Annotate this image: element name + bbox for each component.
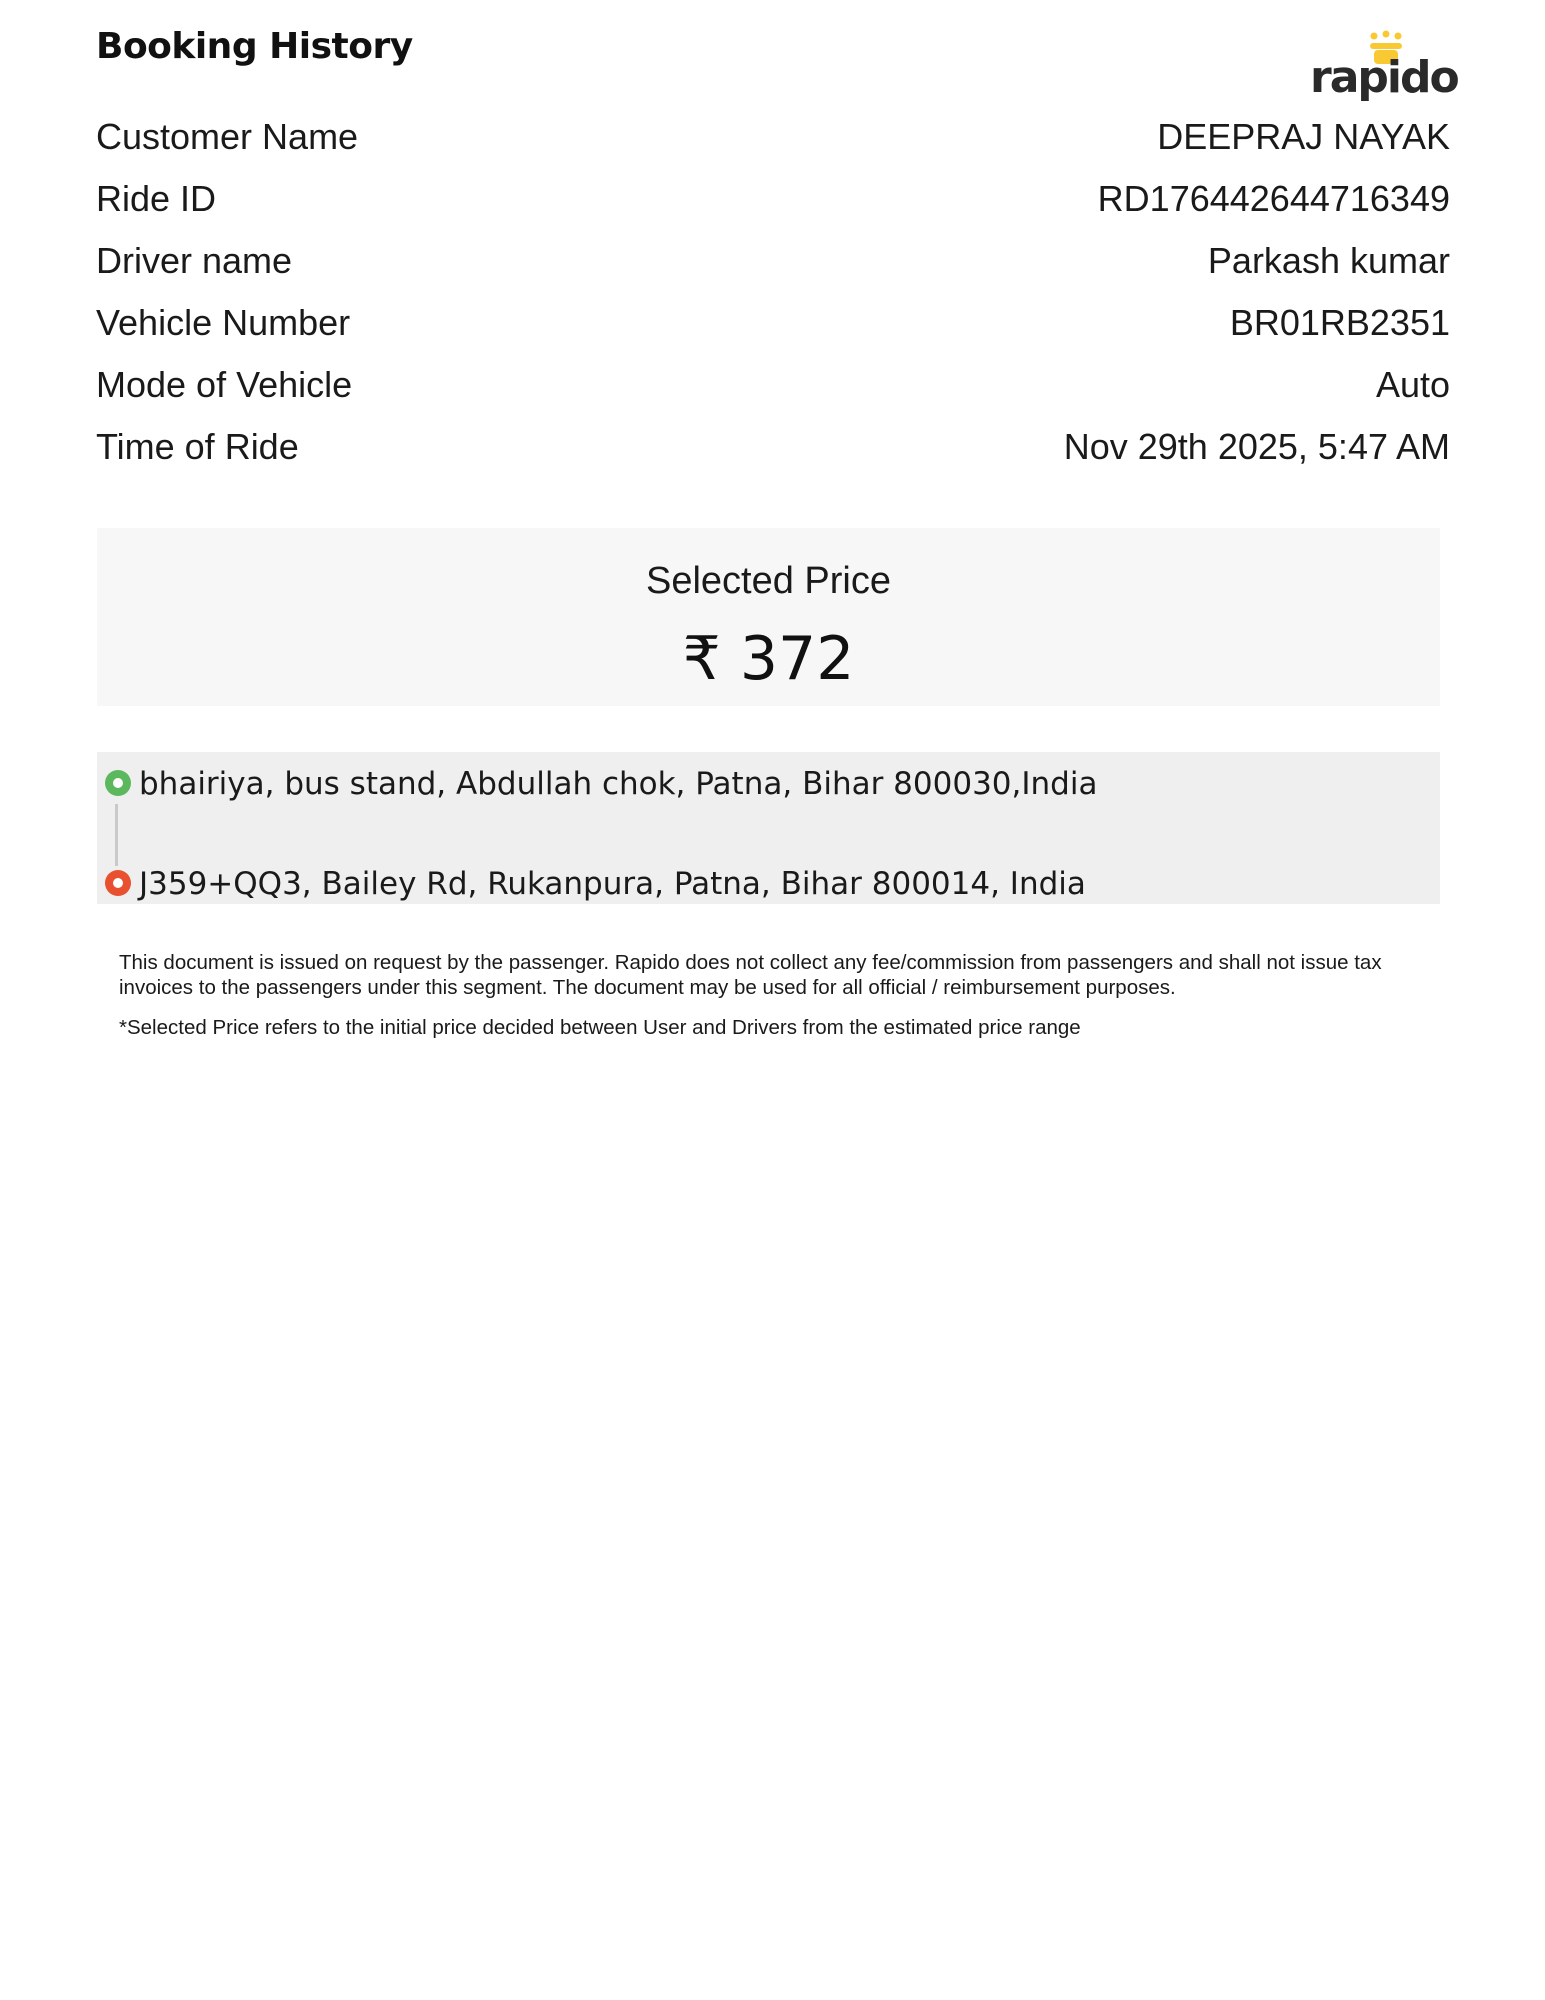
selected-price-note: *Selected Price refers to the initial price decided between User and Drivers from the estimated price range [119,1016,1081,1039]
detail-value: Auto [1375,364,1450,405]
drop-address: J359+QQ3, Bailey Rd, Rukanpura, Patna, Bihar 800014, India [139,866,1086,902]
detail-label: Vehicle Number [96,302,351,343]
disclaimer-text: This document is issued on request by the passenger. Rapido does not collect any fee/commission from passengers and shall not issue tax invoices to the passengers under this segment. The document may be used for all official / reimbursement purposes. [119,951,1382,999]
pickup-address: bhairiya, bus stand, Abdullah chok, Patna, Bihar 800030,India [139,766,1098,802]
detail-row-time-of-ride [96,426,1450,476]
selected-price-card [97,528,1440,706]
detail-label: Driver name [96,240,293,281]
detail-label: Ride ID [96,178,217,219]
pickup-location-icon [105,770,131,796]
detail-row-ride-id [96,178,1450,228]
drop-location-icon [105,870,131,896]
detail-value: BR01RB2351 [1229,302,1450,343]
rapido-logo [1310,30,1458,106]
detail-row-vehicle-number [96,302,1450,352]
drop-location [97,862,1440,902]
logo-wordmark: rapido [1310,52,1458,103]
detail-label: Customer Name [96,116,359,157]
route-connector-line [115,804,118,866]
detail-value: Parkash kumar [1207,240,1450,281]
selected-price-amount: ₹ 372 [682,624,855,694]
detail-label: Time of Ride [96,426,299,467]
detail-value: DEEPRAJ NAYAK [1157,116,1450,157]
pickup-location [97,762,1440,802]
page-title: Booking History [96,26,413,67]
selected-price-label: Selected Price [645,560,891,602]
detail-row-mode-of-vehicle [96,364,1450,414]
detail-row-driver-name [96,240,1450,290]
detail-label: Mode of Vehicle [96,364,353,405]
detail-value: Nov 29th 2025, 5:47 AM [1063,426,1450,467]
detail-row-customer-name [96,116,1450,166]
route-card [97,752,1440,904]
detail-value: RD176442644716349 [1097,178,1450,219]
